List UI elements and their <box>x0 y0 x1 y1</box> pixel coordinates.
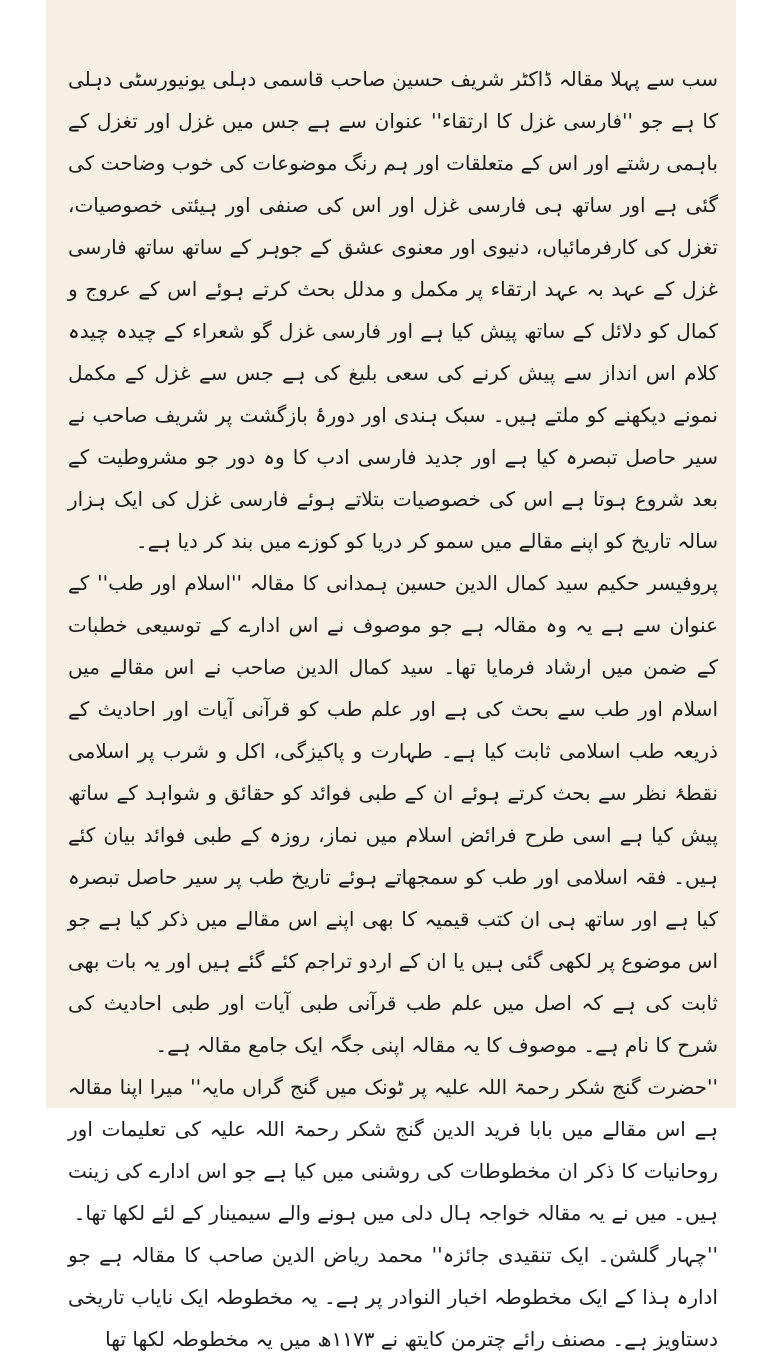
paragraph-chahar-gulshan-article: ''چہار گلشن۔ ایک تنقیدی جائزہ'' محمد ریاض الدین صاحب کا مقالہ ہے جو ادارہ ہذا کے ایک مخطوطہ اخبار النوادر پر ہے۔ یہ مخطوطہ ایک نایاب تاریخی دستاویز ہے۔ مصنف رائے چترمن کایتھ نے ۱۱۷۳ھ میں یہ مخطوطہ لکھا تھا <box>68 1243 718 1351</box>
paragraph-ganj-shakar-article: ''حضرت گنج شکر رحمۃ اللہ علیہ پر ٹونک میں گنج گراں مایہ'' میرا اپنا مقالہ ہے اس مقالے میں بابا فرید الدین گنج شکر رحمۃ اللہ علیہ کی تعلیمات اور روحانیات کا ذکر ان مخطوطات کی روشنی میں کیا ہے جو اس ادارے کی زینت ہیں۔ میں نے یہ مقالہ خواجہ ہال دلی میں ہونے والے سیمینار کے لئے لکھا تھا۔ <box>68 1075 718 1225</box>
urdu-text-block <box>68 58 718 1360</box>
paragraph-islam-tibb-article: پروفیسر حکیم سید کمال الدین حسین ہمدانی کا مقالہ ''اسلام اور طب'' کے عنوان سے ہے یہ وہ مقالہ ہے جو موصوف نے اس ادارے کے توسیعی خطبات کے ضمن میں ارشاد فرمایا تھا۔ سید کمال الدین صاحب نے اس مقالے میں اسلام اور طب سے بحث کی ہے اور علم طب کو قرآنی آیات اور احادیث کے ذریعہ طب اسلامی ثابت کیا ہے۔ طہارت و پاکیزگی، اکل و شرب پر اسلامی نقطۂ نظر سے بحث کرتے ہوئے ان کے طبی فوائد کو حقائق و شواہد کے ساتھ پیش کیا ہے اسی طرح فرائض اسلام میں نماز، روزہ کے طبی فوائد بیان کئے ہیں۔ فقہ اسلامی اور طب کو سمجھاتے ہوئے تاریخ طب پر سیر حاصل تبصرہ کیا ہے اور ساتھ ہی ان کتب قیمیہ کا بھی اپنے اس مقالے میں ذکر کیا ہے جو اس موضوع پر لکھی گئی ہیں یا ان کے اردو تراجم کئے گئے ہیں اور یہ بات بھی ثابت کی ہے کہ اصل میں علم طب قرآنی طبی آیات اور طبی احادیث کی شرح کا نام ہے۔ موصوف کا یہ مقالہ اپنی جگہ ایک جامع مقالہ ہے۔ <box>68 571 718 1057</box>
right-margin <box>736 0 780 1108</box>
left-margin <box>0 0 46 1108</box>
paragraph-ghazal-article: سب سے پہلا مقالہ ڈاکٹر شریف حسین صاحب قاسمی دہلی یونیورسٹی دہلی کا ہے جو ''فارسی غزل کا ارتقاء'' عنوان سے ہے جس میں غزل اور تغزل کے باہمی رشتے اور اس کے متعلقات اور ہم رنگ موضوعات کی خوب وضاحت کی گئی ہے اور ساتھ ہی فارسی غزل اور اس کی صنفی اور ہیئتی خصوصیات، تغزل کی کارفرمائیاں، دنیوی اور معنوی عشق کے جوہر کے ساتھ ساتھ فارسی غزل کے عہد بہ عہد ارتقاء پر مکمل و مدلل بحث کرتے ہوئے اس کے عروج و کمال کو دلائل کے ساتھ پیش کیا ہے اور فارسی غزل گو شعراء کے چیدہ چیدہ کلام اس انداز سے پیش کرنے کی سعی بلیغ کی ہے جس سے غزل کے مکمل نمونے دیکھنے کو ملتے ہیں۔ سبک ہندی اور دورۂ بازگشت پر شریف صاحب نے سیر حاصل تبصرہ کیا ہے اور جدید فارسی ادب کا وہ دور جو مشروطیت کے بعد شروع ہوتا ہے اس کی خصوصیات بتلاتے ہوئے فارسی غزل کی ایک ہزار سالہ تاریخ کو اپنے مقالے میں سمو کر دریا کو کوزے میں بند کر دیا ہے۔ <box>68 67 718 553</box>
